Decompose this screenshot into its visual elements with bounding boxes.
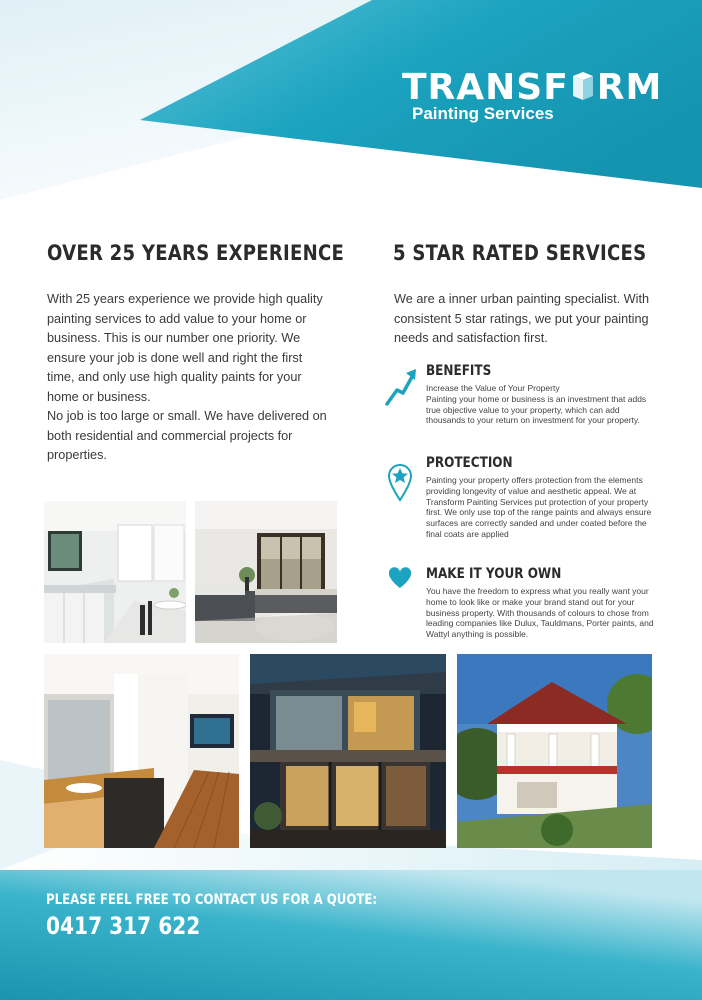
- rated-intro: We are a inner urban painting specialist. With consistent 5 star ratings, we put your painting needs and satisfaction first.: [394, 292, 650, 345]
- experience-paragraph: With 25 years experience we provide high quality painting services to add value to your home or business. This is our number one priority. We ensure your job is done well and right the first time, and only use high quality paints for your home or business.: [47, 292, 323, 404]
- benefits-text: [426, 383, 658, 426]
- logo-wordmark: [402, 68, 662, 108]
- experience-paragraph-2: No job is too large or small. We have delivered on both residential and commercial projects for properties.: [47, 409, 327, 462]
- experience-heading: OVER 25 YEARS EXPERIENCE: [47, 241, 345, 265]
- trending-up-arrow-icon: [384, 366, 418, 408]
- brand-logo: [402, 68, 682, 130]
- kitchen-photo: [44, 501, 186, 643]
- logo-text-left: TRANSF: [402, 67, 569, 108]
- rated-heading: 5 STAR RATED SERVICES: [393, 241, 647, 265]
- logo-tagline: Painting Services: [412, 104, 554, 123]
- living-room-photo: [195, 501, 337, 643]
- make-it-your-own-body: You have the freedom to express what you really want your home to look like or make your brand stand out for your business property. With thousands of colours to chose from leading companies like Dulux, Tauldmans, Porter paints, and Wattyl anything is possible.: [426, 586, 654, 640]
- contact-cta: PLEASE FEEL FREE TO CONTACT US FOR A QUOTE:: [46, 892, 378, 908]
- experience-text: [47, 290, 327, 466]
- location-pin-star-icon: [386, 462, 414, 502]
- bathroom-photo: [44, 654, 239, 848]
- phone-number[interactable]: 0417 317 622: [46, 912, 201, 940]
- protection-title: PROTECTION: [426, 455, 513, 471]
- make-it-your-own-title: MAKE IT YOUR OWN: [426, 566, 562, 582]
- heritage-house-photo: [457, 654, 652, 848]
- benefits-title: BENEFITS: [426, 363, 492, 379]
- logo-text-right: RM: [596, 67, 663, 108]
- modern-house-photo: [250, 654, 446, 848]
- heart-icon: [387, 566, 413, 590]
- protection-body: Painting your property offers protection from the elements providing longevity of value and aesthetic appeal. We at Transform Painting Services put protection of your property first. We only use top of the range paints and always ensure surfaces are correctly sanded and under coated before the final coats are applied: [426, 475, 652, 539]
- benefits-body: Painting your home or business is an investment that adds true objective value to your property, which can add thousands to your return on investment for your property.: [426, 393, 647, 426]
- benefits-subtitle: Increase the Value of Your Property: [426, 383, 560, 393]
- cube-logo-icon: [569, 70, 597, 102]
